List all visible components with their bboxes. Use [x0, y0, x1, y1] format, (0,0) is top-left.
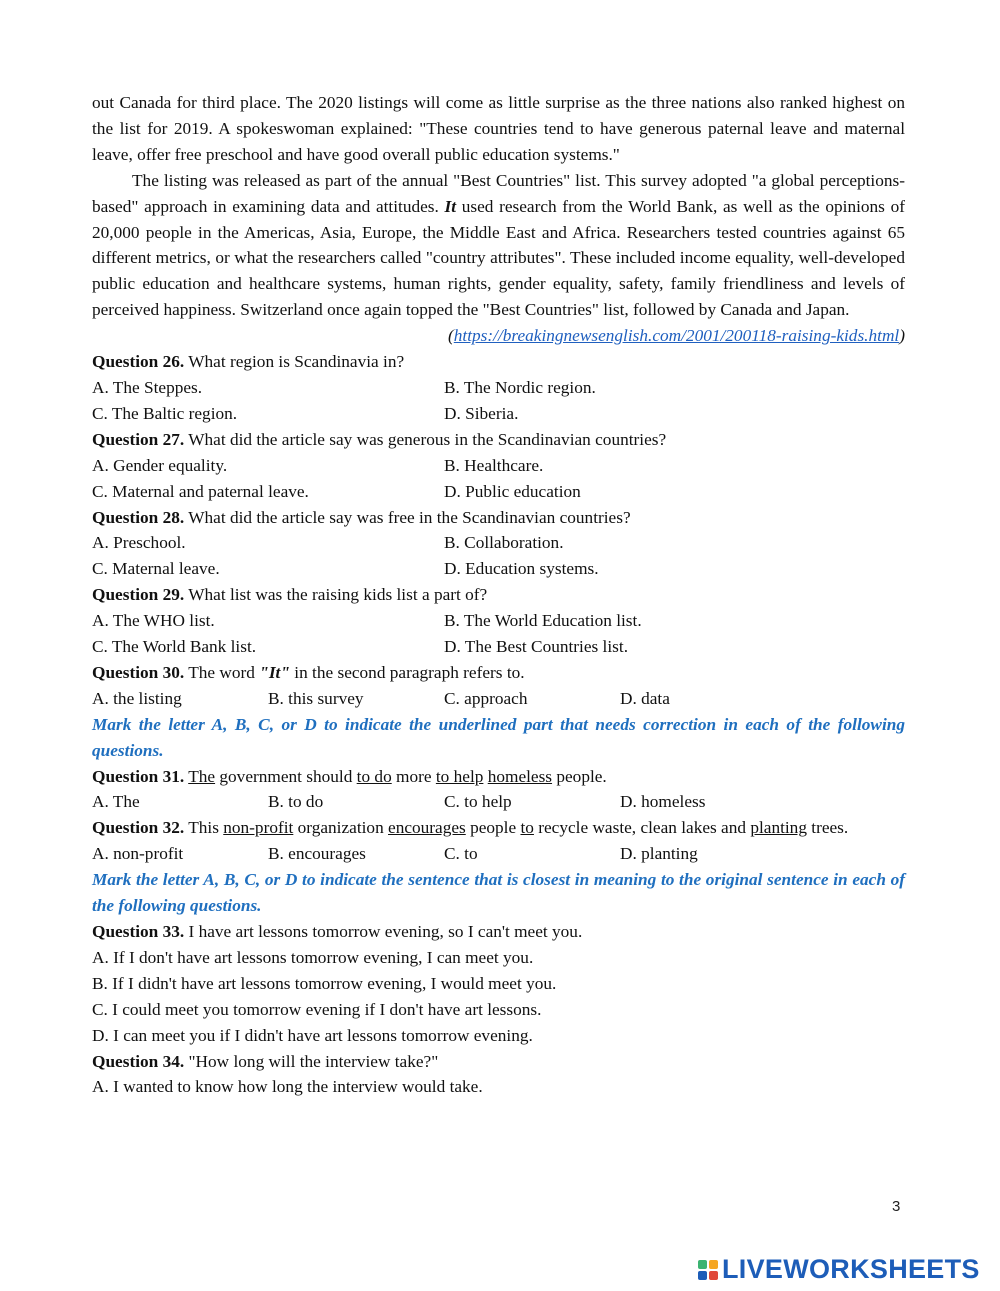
- option-a[interactable]: A. The: [92, 792, 140, 812]
- worksheet-page: [92, 90, 905, 1100]
- question-30-options: [92, 686, 905, 712]
- option-d[interactable]: D. The Best Countries list.: [444, 637, 629, 657]
- referent-word: It: [444, 196, 457, 216]
- option-c[interactable]: C. I could meet you tomorrow evening if I don't have art lessons.: [92, 999, 542, 1019]
- option-a[interactable]: A. I wanted to know how long the interview would take.: [92, 1077, 483, 1097]
- option-a[interactable]: A. The WHO list.: [92, 611, 215, 631]
- option-c[interactable]: C. Maternal and paternal leave.: [92, 481, 309, 501]
- option-b[interactable]: B. Collaboration.: [444, 533, 564, 553]
- source-link[interactable]: https://breakingnewsenglish.com/2001/200118-raising-kids.html: [453, 326, 900, 346]
- question-33: Question 33. I have art lessons tomorrow evening, so I can't meet you.: [92, 922, 583, 941]
- question-27: Question 27. What did the article say was generous in the Scandinavian countries?: [92, 429, 667, 449]
- question-32-options: [92, 841, 905, 867]
- question-30: Question 30. The word "It" in the second paragraph refers to.: [92, 662, 525, 682]
- option-c[interactable]: C. to: [444, 844, 478, 864]
- source-citation: (https://breakingnewsenglish.com/2001/200118-raising-kids.html): [448, 326, 905, 346]
- option-d[interactable]: D. I can meet you if I didn't have art lessons tomorrow evening.: [92, 1025, 533, 1045]
- option-b[interactable]: B. The Nordic region.: [444, 377, 596, 397]
- question-27-options: [92, 453, 905, 505]
- option-c[interactable]: C. Maternal leave.: [92, 559, 220, 579]
- question-32: Question 32. This non-profit organization encourages people to recycle waste, clean lakes and planting trees.: [92, 818, 849, 838]
- instruction-error-identification: Mark the letter A, B, C, or D to indicate the underlined part that needs correction in each of the following questions.: [92, 714, 905, 760]
- option-b[interactable]: B. If I didn't have art lessons tomorrow evening, I would meet you.: [92, 973, 557, 993]
- option-d[interactable]: D. data: [620, 688, 670, 708]
- option-b[interactable]: B. The World Education list.: [444, 611, 642, 631]
- option-a[interactable]: A. non-profit: [92, 844, 184, 864]
- option-c[interactable]: C. The World Bank list.: [92, 637, 257, 657]
- option-b[interactable]: B. to do: [268, 792, 324, 812]
- option-b[interactable]: B. this survey: [268, 688, 364, 708]
- option-d[interactable]: D. planting: [620, 844, 698, 864]
- instruction-closest-meaning: Mark the letter A, B, C, or D to indicate the sentence that is closest in meaning to the original sentence in each of the following questions.: [92, 870, 905, 916]
- option-a[interactable]: A. The Steppes.: [92, 377, 203, 397]
- option-d[interactable]: D. Public education: [444, 481, 581, 501]
- question-28: Question 28. What did the article say was free in the Scandinavian countries?: [92, 507, 631, 527]
- question-29: Question 29. What list was the raising kids list a part of?: [92, 585, 488, 605]
- option-a[interactable]: A. Preschool.: [92, 533, 186, 553]
- logo-text: LIVEWORKSHEETS: [722, 1254, 980, 1284]
- question-31: Question 31. The government should to do more to help homeless people.: [92, 766, 607, 786]
- question-31-options: [92, 789, 905, 815]
- question-34: Question 34. "How long will the interview take?": [92, 1051, 439, 1071]
- passage-paragraph-1: out Canada for third place. The 2020 listings will come as little surprise as the three nations also ranked highest on the list for 2019. A spokeswoman explained: "These countries tend to have generous paternal leave and maternal leave, offer free preschool and have good overall public education systems.": [92, 93, 905, 164]
- logo-grid-icon: [698, 1260, 718, 1280]
- option-c[interactable]: C. approach: [444, 688, 528, 708]
- option-b[interactable]: B. Healthcare.: [444, 455, 544, 475]
- option-a[interactable]: A. the listing: [92, 688, 182, 708]
- option-d[interactable]: D. Education systems.: [444, 559, 599, 579]
- question-29-options: [92, 608, 905, 660]
- page-number: 3: [892, 1198, 901, 1215]
- option-b[interactable]: B. encourages: [268, 844, 366, 864]
- option-a[interactable]: A. If I don't have art lessons tomorrow evening, I can meet you.: [92, 947, 534, 967]
- option-d[interactable]: D. Siberia.: [444, 403, 519, 423]
- question-26: Question 26. What region is Scandinavia in?: [92, 352, 405, 372]
- option-a[interactable]: A. Gender equality.: [92, 455, 228, 475]
- passage-paragraph-2: The listing was released as part of the annual "Best Countries" list. This survey adopted "a global perceptions-based" approach in examining data and attitudes. It used research from the World Bank, as well as the opinions of 20,000 people in the Americas, Asia, Europe, the Middle East and Africa. Researchers tested countries against 65 different metrics, or what the researchers called "country attributes". These included income equality, well-developed public education and healthcare systems, human rights, gender equality, safety, family friendliness and levels of perceived happiness. Switzerland once again topped the "Best Countries" list, followed by Canada and Japan.: [92, 170, 905, 320]
- option-c[interactable]: C. to help: [444, 792, 512, 812]
- question-28-options: [92, 530, 905, 582]
- question-26-options: [92, 375, 905, 427]
- option-c[interactable]: C. The Baltic region.: [92, 403, 238, 423]
- option-d[interactable]: D. homeless: [620, 792, 706, 812]
- liveworksheets-logo: [698, 1254, 980, 1285]
